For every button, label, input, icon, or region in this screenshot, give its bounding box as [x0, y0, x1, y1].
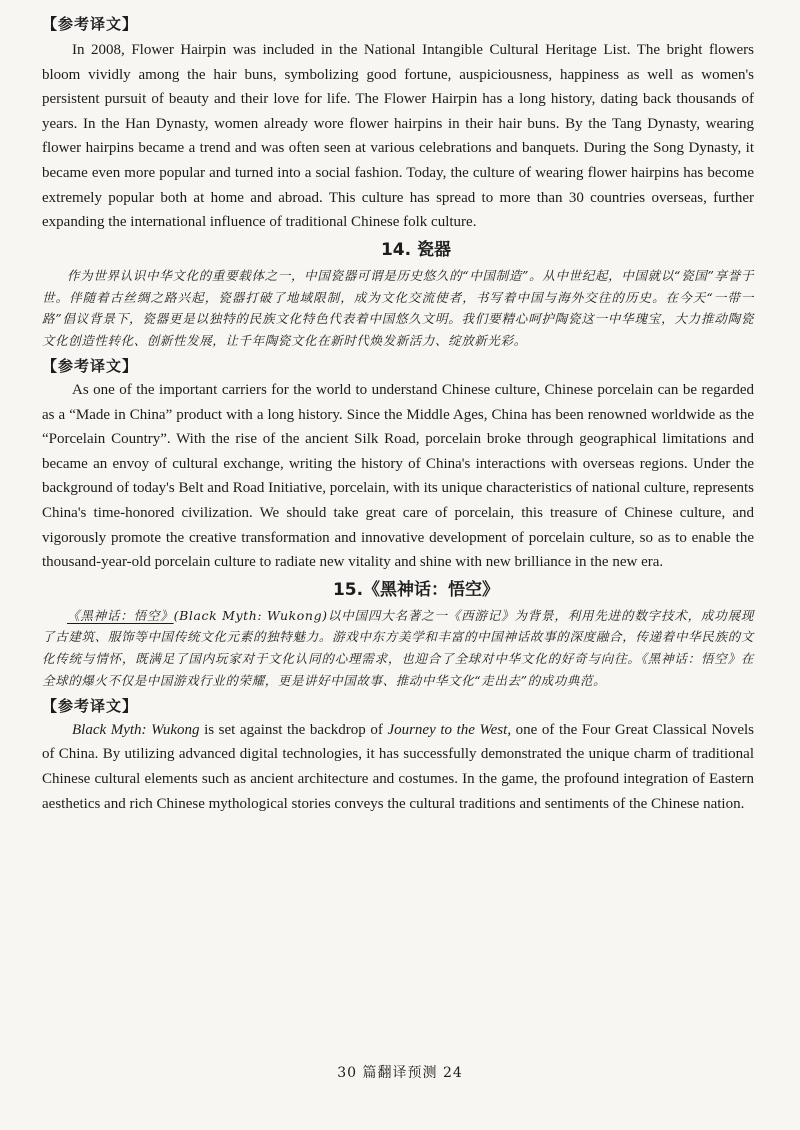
flower-hairpin-translation: In 2008, Flower Hairpin was included in the National Intangible Cultural Heritage List. The bright flowers bloom vividly among the hair buns, symbolizing good fortune, auspiciousness, happiness as well as women's persistent pursuit of beauty and their love for life. The Flower Hairpin has a long history, dating back thousands of years. In the Han Dynasty, women already wore flower hairpins in their hair buns. By the Tang Dynasty, wearing flower hairpins became a trend and was often seen at various celebrations and banquets. During the Song Dynasty, it became even more popular and turned into a social fashion. Today, the culture of wearing flower hairpins has become extremely popular both at home and abroad. This culture has spread to more than 30 countries overseas, further expanding the international influence of traditional Chinese folk culture. — [42, 42, 754, 231]
translation-text-fragment: , one of the Four Great Classical Novels of China. By utilizing advanced digital technologies, it has successfully demonstrated the unique charm of traditional Chinese cultural elements such as ancient architecture and costumes. In the game, the profound integration of Eastern aesthetics and rich Chinese mythological stories conveys the cultural traditions and sentiments of the Chinese nation. — [42, 721, 754, 812]
novel-title-en: Journey to the West — [387, 721, 508, 738]
section-14-translation: As one of the important carriers for the world to understand Chinese culture, Chinese porcelain can be regarded as a “Made in China” product with a long history. Since the Middle Ages, China has been renowned worldwide as the “Porcelain Country”. With the rise of the ancient Silk Road, porcelain broke through geographical limitations and became an envoy of cultural exchange, writing the history of China's interactions with overseas regions. Under the background of today's Belt and Road Initiative, porcelain, with its unique characteristics of national culture, represents China's time-honored civilization. We should take great care of porcelain, this treasure of Chinese culture, and vigorously promote the creative transformation and innovative development of porcelain culture, so as to enable the thousand-year-old porcelain culture to radiate new vitality and shine with new brilliance in the new era. — [42, 381, 754, 571]
section-14-heading: 14. 瓷器 — [380, 239, 452, 260]
game-title-en: Black Myth: Wukong — [72, 721, 200, 738]
section-15-chinese-text — [42, 605, 754, 692]
game-title-en-paren: (Black Myth: Wukong) — [173, 607, 328, 623]
page-footer: 30 篇翻译预测 24 — [337, 1065, 463, 1081]
reference-translation-label: 【参考译文】 — [42, 356, 139, 375]
section-15-translation — [42, 718, 754, 816]
section-14-chinese-text: 作为世界认识中华文化的重要载体之一，中国瓷器可谓是历史悠久的“中国制造”。从中世纪起，中国就以“瓷国”享誉于世。伴随着古丝绸之路兴起，瓷器打破了地域限制，成为文化交流使者，书写着中国与海外交往的历史。在今天“一带一路”倡议背景下，瓷器更是以独特的民族文化特色代表着中国悠久文明。我们要精心呵护陶瓷这一中华瑰宝，大力推动陶瓷文化创造性转化、创新性发展，让千年陶瓷文化在新时代焕发新活力、绽放新光彩。 — [42, 267, 754, 349]
game-title-cn: 《黑神话：悟空》 — [67, 607, 174, 623]
reference-translation-label: 【参考译文】 — [42, 696, 139, 715]
section-15-heading: 15.《黑神话：悟空》 — [332, 579, 500, 600]
reference-translation-label: 【参考译文】 — [42, 15, 139, 33]
section-15-chinese-body: 以中国四大名著之一《西游记》为背景，利用先进的数字技术，成功展现了古建筑、服饰等中国传统文化元素的独特魅力。游戏中东方美学和丰富的中国神话故事的深度融合，传递着中华民族的文化传统与情怀，既满足了国内玩家对于文化认同的心理需求，也迎合了全球对中华文化的好奇与向往。《黑神话：悟空》在全球的爆火不仅是中国游戏行业的荣耀，更是讲好中国故事、推动中华文化“走出去”的成功典范。 — [42, 607, 755, 689]
page-content — [42, 12, 754, 816]
translation-text-fragment: is set against the backdrop of — [199, 721, 388, 738]
